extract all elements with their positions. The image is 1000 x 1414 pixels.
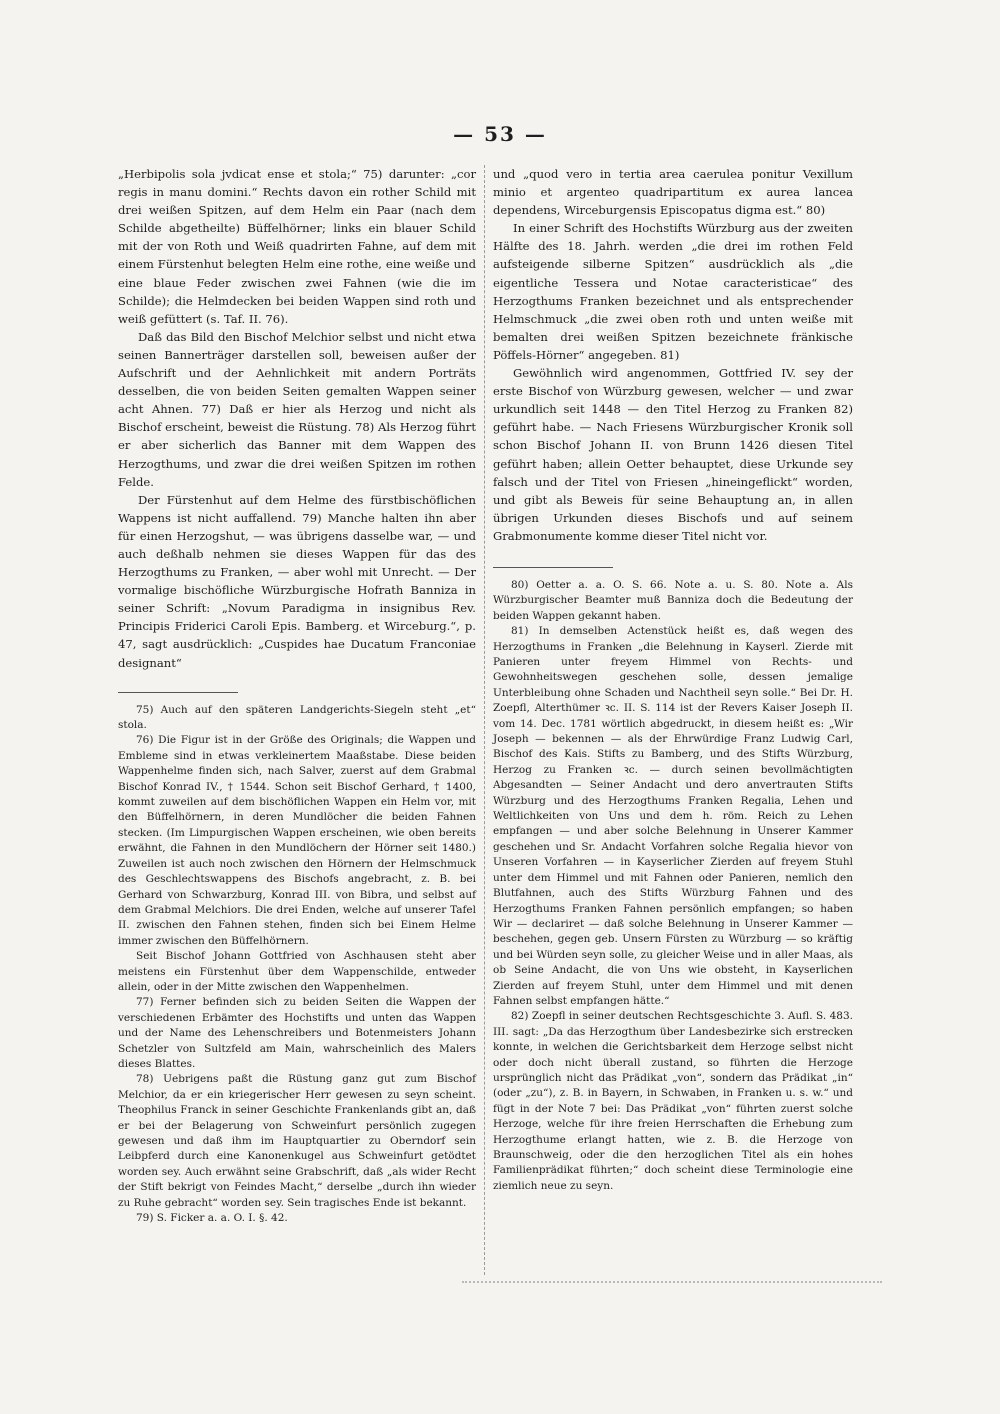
footnote-77: 77) Ferner befinden sich zu beiden Seiten die Wappen der verschiedenen Erbämter des Hochstifts und unten das Wappen und der Name des Lehenschreibers und Botenmeisters Johann Schetzler von Sultzfeld am Main, wahrscheinlich des Malers dieses Blattes.	[118, 996, 476, 1070]
paragraph: „Herbipolis sola jvdicat ense et stola;“ 75) darunter: „cor regis in manu domini.“ Rechts davon ein rother Schild mit drei weißen Spitzen, auf dem Helm ein Paar (nach dem Schilde abgetheilte) Büffelhörner; links ein blauer Schild mit der von Roth und Weiß quadrirten Fahne, auf dem mit einem Fürstenhut belegten Helm eine rothe, eine weiße und eine blaue Feder zwischen zwei Fahnen (wie die im Schilde); die Helmdecken bei beiden Wappen sind roth und weiß gefüttert (s. Taf. II. 76).	[118, 167, 476, 326]
left-main-text	[118, 165, 476, 672]
footnote-79: 79) S. Ficker a. a. O. I. §. 42.	[136, 1212, 288, 1225]
dotted-scan-line	[462, 1281, 882, 1283]
paragraph: Gewöhnlich wird angenommen, Gottfried IV. sey der erste Bischof von Würzburg gewesen, welcher — und zwar urkundlich seit 1448 — den Titel Herzog zu Franken 82) geführt habe. — Nach Friesens Würzburgischer Kronik soll schon Bischof Johann II. von Brunn 1426 diesen Titel geführt haben; allein Oetter behauptet, diese Urkunde sey falsch und der Titel von Friesen „hineingeflickt“ worden, und gibt als Beweis für seine Behauptung an, in allen übrigen Urkunden dieses Bischofs und auf seinem Grabmonumente komme dieser Titel nicht vor.	[493, 366, 853, 543]
left-footnotes	[118, 703, 476, 1227]
paragraph: Daß das Bild den Bischof Melchior selbst und nicht etwa seinen Bannerträger darstellen soll, beweisen außer der Aufschrift und der Aehnlichkeit mit andern Porträts desselben, die von beiden Seiten gemalten Wappen seiner acht Ahnen. 77) Daß er hier als Herzog und nicht als Bischof erscheint, beweist die Rüstung. 78) Als Herzog führt er aber sicherlich das Banner mit dem Wappen des Herzogthums, und zwar die drei weißen Spitzen im rothen Felde.	[118, 329, 476, 489]
column-divider	[484, 165, 486, 1275]
footnote-separator	[493, 567, 613, 568]
right-footnotes	[493, 578, 853, 1194]
page-number: — 53 —	[453, 122, 547, 146]
footnote-separator	[118, 692, 238, 693]
footnote-76-continued: Seit Bischof Johann Gottfried von Aschhausen steht aber meistens ein Fürstenhut über dem Wappenschilde, entweder allein, oder in der Mitte zwischen den Wappenhelmen.	[118, 950, 476, 993]
footnote-81: 81) In demselben Actenstück heißt es, daß wegen des Herzogthums in Franken „die Belehnung in Kayserl. Zierde mit Panieren unter freyem Himmel von Rechts- und Gewohnheitswegen geschehen solle, dessen jemalige Unterbleibung ohne Schaden und Nachtheil seyn solle.“ Bei Dr. H. Zoepfl, Alterthümer ꝛc. II. S. 114 ist der Revers Kaiser Joseph II. vom 14. Dec. 1781 wörtlich abgedruckt, in diesem heißt es: „Wir Joseph — bekennen — als der Ehrwürdige Franz Ludwig Carl, Bischof des Kais. Stifts zu Bamberg, und des Stifts Würzburg, Herzog zu Franken ꝛc. — durch seinen bevollmächtigten Abgesandten — Seiner Andacht und dero anvertrauten Stifts Würzburg und des Herzogthums Franken Regalia, Lehen und Weltlichkeiten von Uns und dem h. röm. Reich zu Lehen empfangen — und aber solche Belehnung in Unserer Kammer geschehen und Sr. Andacht Vorfahren solche Regalia hievor von Unseren Vorfahren — in Kayserlicher Zierden auf freyem Stuhl unter dem Himmel und mit Fahnen oder Panieren, nemlich den Blutfahnen, auch des Stifts Würzburg Fahnen und des Herzogthums Franken Fahnen persönlich empfangen; so haben Wir — declariret — daß solche Belehnung in Unserer Kammer — beschehen, gegen geb. Unsern Fürsten zu Würzburg — so kräftig und bei Würden seyn solle, zu gleicher Weise und in aller Maas, als ob Seine Andacht, die von Uns wie obsteht, in Kayserlichen Zierden auf freyem Stuhl, unter dem Himmel und mit denen Fahnen selbst empfangen hätte.“	[493, 625, 853, 1007]
paragraph: Der Fürstenhut auf dem Helme des fürstbischöflichen Wappens ist nicht auffallend. 79) Manche halten ihn aber für einen Herzogshut, — was übrigens dasselbe war, — und auch deßhalb nehmen sie dieses Wappen für das des Herzogthums zu Franken, — aber wohl mit Unrecht. — Der vormalige bischöfliche Würzburgische Hofrath Banniza in seiner Schrift: „Novum Paradigma in insignibus Rev. Principis Friderici Caroli Epis. Bamberg. et Wirceburg.“, p. 47, sagt ausdrücklich: „Cuspides hae Ducatum Franconiae designant“	[118, 492, 476, 670]
paragraph: In einer Schrift des Hochstifts Würzburg aus der zweiten Hälfte des 18. Jahrh. werden „die drei im rothen Feld aufsteigende silberne Spitzen“ ausdrücklich als „die eigentliche Tessera und Notae caracteristicae“ des Herzogthums Franken bezeichnet und als entsprechender Helmschmuck „die zwei oben roth und unten weiße mit bemalten drei weißen Spitzen bezeichnete fränkische Pöffels-Hörner“ angegeben. 81)	[493, 221, 853, 362]
footnote-75: 75) Auch auf den späteren Landgerichts-Siegeln steht „et“ stola.	[118, 703, 476, 732]
footnote-78: 78) Uebrigens paßt die Rüstung ganz gut zum Bischof Melchior, da er ein kriegerischer Herr gewesen zu seyn scheint. Theophilus Franck in seiner Geschichte Frankenlands gibt an, daß er bei der Belagerung von Schweinfurt persönlich zugegen gewesen und daß ihm im Hauptquartier zu Oberndorf sein Leibpferd durch eine Kanonenkugel aus Schweinfurt getödtet worden sey. Auch erwähnt seine Grabschrift, daß „als wider Recht der Stift bekrigt von Feindes Macht,“ derselbe „durch ihn wieder zu Ruhe gebracht“ worden sey. Sein tragisches Ende ist bekannt.	[118, 1073, 476, 1209]
right-column	[493, 165, 853, 1194]
right-main-text	[493, 165, 853, 545]
footnote-76: 76) Die Figur ist in der Größe des Originals; die Wappen und Embleme sind in etwas verkleinertem Maaßstabe. Diese beiden Wappenhelme finden sich, nach Salver, zuerst auf dem Grabmal Bischof Konrad IV., † 1544. Schon seit Bischof Gerhard, † 1400, kommt zuweilen auf dem bischöflichen Wappen ein Helm vor, mit den Büffelhörnern, in deren Mundlöcher die beiden Fahnen stecken. (Im Limpurgischen Wappen erscheinen, wie oben bereits erwähnt, die Fahnen in den Mundlöchern der Hörner seit 1480.) Zuweilen ist auch noch zwischen den Hörnern der Helmschmuck des Geschlechtswappens des Bischofs angebracht, z. B. bei Gerhard von Schwarzburg, Konrad III. von Bibra, und selbst auf dem Grabmal Melchiors. Die drei Enden, welche auf unserer Tafel II. zwischen den Fahnen stehen, finden sich bei Einem Helme immer zwischen den Büffelhörnern.	[118, 734, 476, 947]
footnote-80: 80) Oetter a. a. O. S. 66. Note a. u. S. 80. Note a. Als Würzburgischer Beamter muß Banniza doch die Bedeutung der beiden Wappen gekannt haben.	[493, 578, 853, 622]
footnote-82: 82) Zoepfl in seiner deutschen Rechtsgeschichte 3. Aufl. S. 483. III. sagt: „Da das Herzogthum über Landesbezirke sich erstrecken konnte, in welchen die Gerichtsbarkeit dem Herzoge selbst nicht oder doch nicht überall zustand, so führten die Herzoge ursprünglich nicht das Prädikat „von“, sondern das Prädikat „in“ (oder „zu“), z. B. in Bayern, in Schwaben, in Franken u. s. w.“ und fügt in der Note 7 bei: Das Prädikat „von“ führten zuerst solche Herzoge, welche für ihre freien Herrschaften die Erhebung zum Herzogthume erlangt hatten, wie z. B. die Herzoge von Braunschweig, oder die den herzoglichen Titel als ein hohes Familienprädikat führten;“ doch scheint diese Terminologie eine ziemlich neue zu seyn.	[493, 1010, 853, 1192]
paragraph: und „quod vero in tertia area caerulea ponitur Vexillum minio et argenteo quadripartitum ex aurea lancea dependens, Wirceburgensis Episcopatus digma est.“ 80)	[493, 167, 853, 218]
left-column	[118, 165, 476, 1226]
